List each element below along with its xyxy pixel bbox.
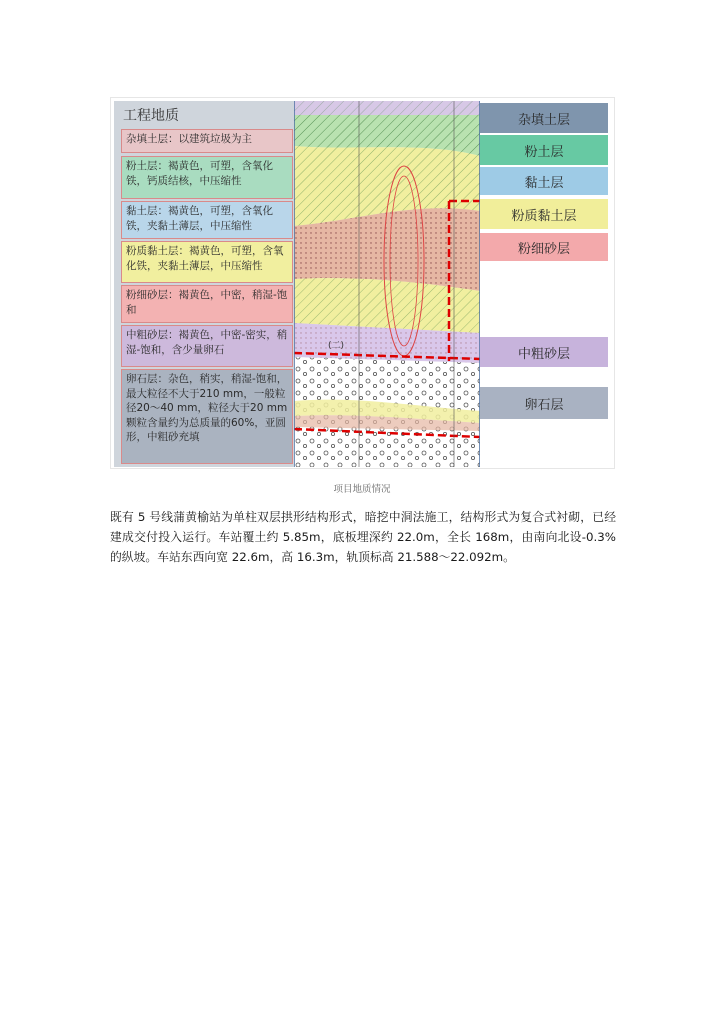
legend-silty-clay: 粉质黏土层 xyxy=(480,199,608,229)
section-mark: (二) xyxy=(328,341,345,351)
desc-coarse-sand: 中粗砂层：褐黄色，中密-密实，稍湿-饱和，含少量卵石 xyxy=(121,325,293,367)
legend-panel xyxy=(480,101,613,467)
geological-section-drawing xyxy=(294,101,480,467)
figure-caption: 项目地质情况 xyxy=(333,484,391,495)
legend-fill-soil: 杂填土层 xyxy=(480,103,608,133)
desc-pebble: 卵石层：杂色，稍实，稍湿-饱和，最大粒径不大于210 mm，一般粒径20～40 mm，粒径大于20 mm颗粒含量约为总质量的60%，亚圆形，中粗砂充填 xyxy=(121,369,293,464)
legend-coarse-sand: 中粗砂层 xyxy=(480,337,608,367)
desc-clay: 黏土层：褐黄色，可塑，含氧化铁，夹黏土薄层，中压缩性 xyxy=(121,201,293,239)
desc-fill-soil: 杂填土层：以建筑垃圾为主 xyxy=(121,129,293,153)
geology-figure xyxy=(110,97,615,469)
legend-pebble: 卵石层 xyxy=(480,387,608,419)
geology-description-panel xyxy=(114,101,294,467)
legend-clay: 黏土层 xyxy=(480,167,608,195)
legend-silt: 粉土层 xyxy=(480,135,608,165)
desc-silt: 粉土层：褐黄色，可塑，含氧化铁，钙质结核，中压缩性 xyxy=(121,156,293,199)
desc-fine-sand: 粉细砂层：褐黄色，中密，稍湿-饱和 xyxy=(121,285,293,323)
desc-silty-clay: 粉质黏土层：褐黄色，可塑，含氧化铁，夹黏土薄层，中压缩性 xyxy=(121,241,293,283)
body-paragraph: 既有 5 号线蒲黄榆站为单柱双层拱形结构形式，暗挖中洞法施工，结构形式为复合式衬砌，已经建成交付投入运行。车站覆土约 5.85m，底板埋深约 22.0m，全长 168m，由南向北设-0.3%的纵坡。车站东西向宽 22.6m，高 16.3m，轨顶标高 21.588～22.092m。 xyxy=(110,510,616,564)
section-svg xyxy=(294,101,480,467)
legend-fine-sand: 粉细砂层 xyxy=(480,233,608,261)
panel-title: 工程地质 xyxy=(123,108,179,124)
